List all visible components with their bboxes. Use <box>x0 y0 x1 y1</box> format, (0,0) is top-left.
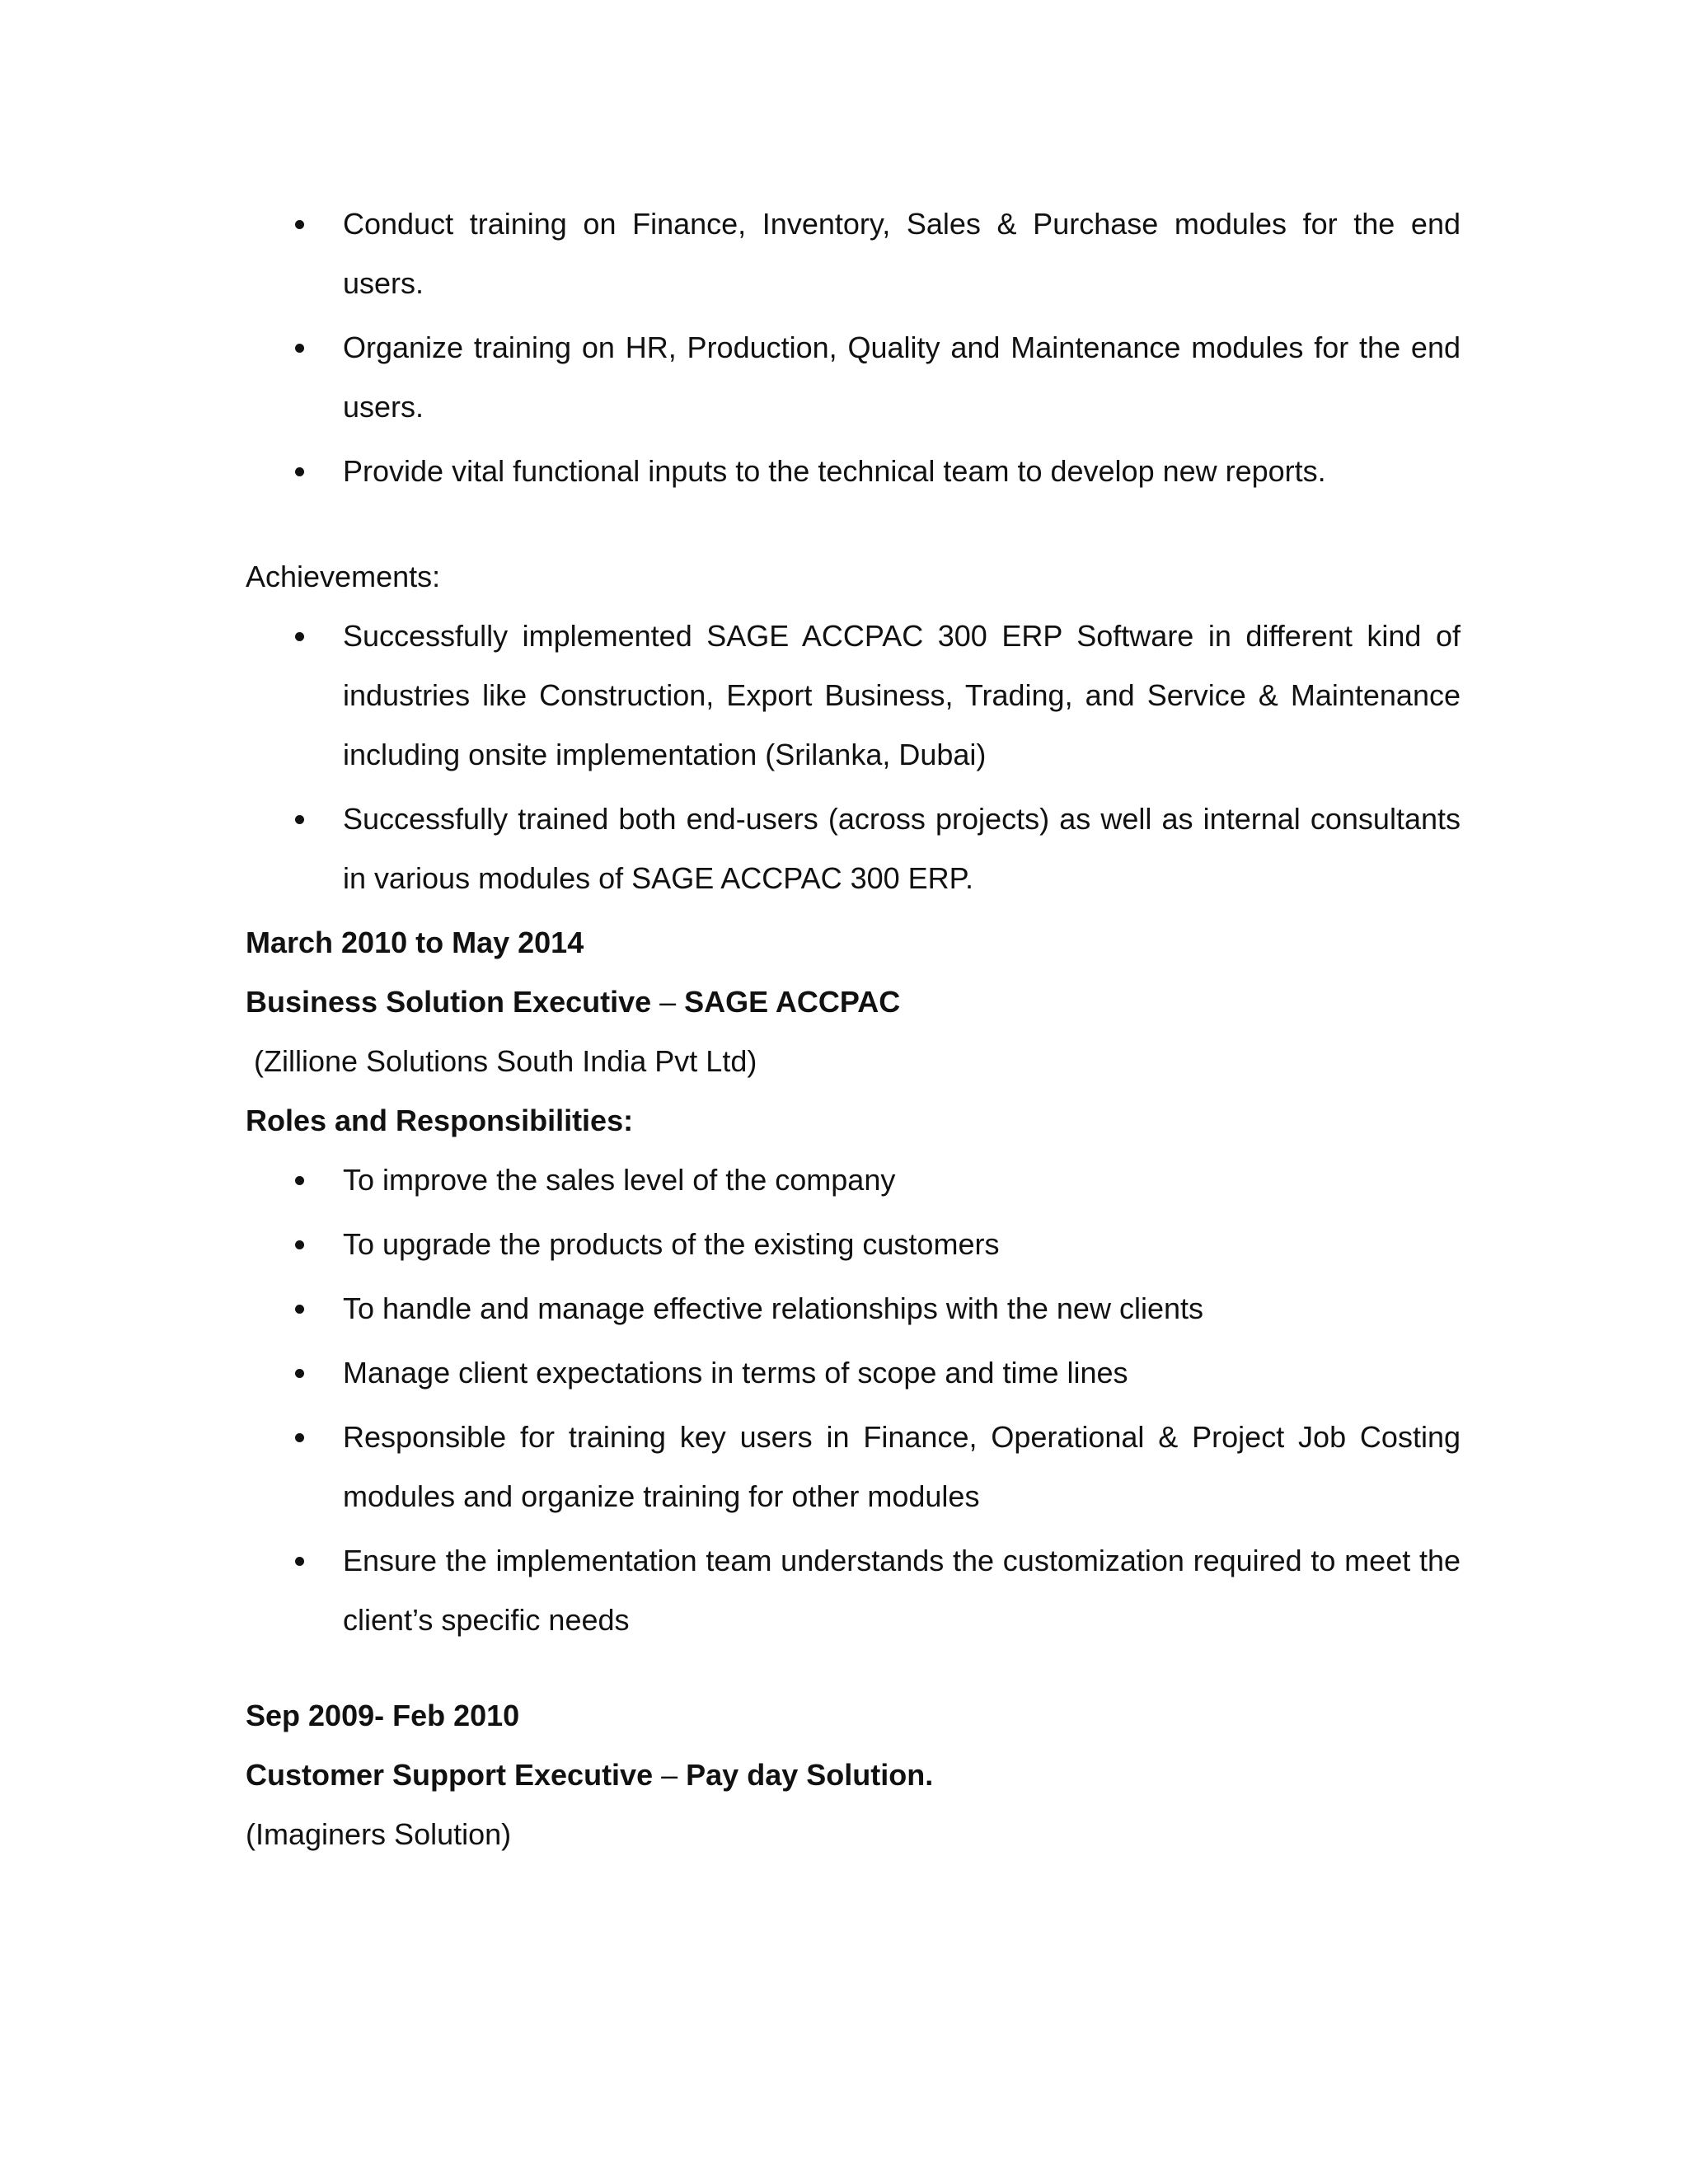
roles-heading: Roles and Responsibilities: <box>246 1104 634 1137</box>
bullet-icon <box>295 1369 304 1378</box>
bullet-icon <box>295 815 304 824</box>
list-item <box>246 1215 1461 1274</box>
bullet-icon <box>295 1557 304 1566</box>
list-item <box>246 1531 1461 1650</box>
job-title-line <box>246 1746 1461 1805</box>
list-item <box>246 607 1461 785</box>
bullet-icon <box>295 220 304 229</box>
job-title-line <box>246 972 1461 1032</box>
list-item <box>246 1151 1461 1210</box>
list-item <box>246 1408 1461 1526</box>
list-item-text: To upgrade the products of the existing customers <box>343 1227 1000 1261</box>
company-name: (Zillione Solutions South India Pvt Ltd) <box>254 1044 757 1078</box>
training-bullet-list <box>246 194 1461 501</box>
list-item-text: Successfully trained both end-users (across projects) as well as internal consultants in various modules of SAGE ACCPAC 300 ERP. <box>343 802 1461 895</box>
title-separator: – <box>653 1758 687 1792</box>
bullet-icon <box>295 1240 304 1249</box>
title-separator: – <box>651 985 685 1019</box>
list-item-text: Responsible for training key users in Finance, Operational & Project Job Costing modules and organize training for other modules <box>343 1420 1461 1513</box>
achievements-bullet-list <box>246 607 1461 908</box>
bullet-icon <box>295 1176 304 1185</box>
job-product: SAGE ACCPAC <box>684 985 901 1019</box>
list-item <box>246 1279 1461 1338</box>
resume-content <box>246 194 1461 1864</box>
list-item-text: Ensure the implementation team understands the customization required to meet the client’s specific needs <box>343 1544 1461 1637</box>
job-period: Sep 2009- Feb 2010 <box>246 1699 520 1732</box>
bullet-icon <box>295 467 304 476</box>
job-title: Business Solution Executive <box>246 985 652 1019</box>
list-item-text: Successfully implemented SAGE ACCPAC 300 ERP Software in different kind of industries like Construction, Export Business, Trading, and Service & Maintenance including onsite implementation (Srilanka, Dubai) <box>343 619 1461 771</box>
bullet-icon <box>295 632 304 641</box>
list-item <box>246 790 1461 908</box>
list-item-text: Organize training on HR, Production, Quality and Maintenance modules for the end users. <box>343 330 1461 424</box>
list-item <box>246 194 1461 313</box>
job-product: Pay day Solution. <box>686 1758 934 1792</box>
list-item-text: Conduct training on Finance, Inventory, Sales & Purchase modules for the end users. <box>343 207 1461 300</box>
achievements-label: Achievements: <box>246 560 441 593</box>
job-title: Customer Support Executive <box>246 1758 654 1792</box>
company-name: (Imaginers Solution) <box>246 1817 512 1851</box>
list-item-text: Provide vital functional inputs to the technical team to develop new reports. <box>343 454 1326 488</box>
list-item <box>246 442 1461 501</box>
list-item-text: To handle and manage effective relationships with the new clients <box>343 1291 1203 1325</box>
bullet-icon <box>295 1433 304 1442</box>
list-item-text: Manage client expectations in terms of scope and time lines <box>343 1356 1128 1390</box>
list-item-text: To improve the sales level of the company <box>343 1163 896 1197</box>
list-item <box>246 318 1461 437</box>
list-item <box>246 1343 1461 1403</box>
bullet-icon <box>295 344 304 353</box>
responsibilities-bullet-list <box>246 1151 1461 1650</box>
job-period: March 2010 to May 2014 <box>246 926 584 959</box>
bullet-icon <box>295 1305 304 1314</box>
